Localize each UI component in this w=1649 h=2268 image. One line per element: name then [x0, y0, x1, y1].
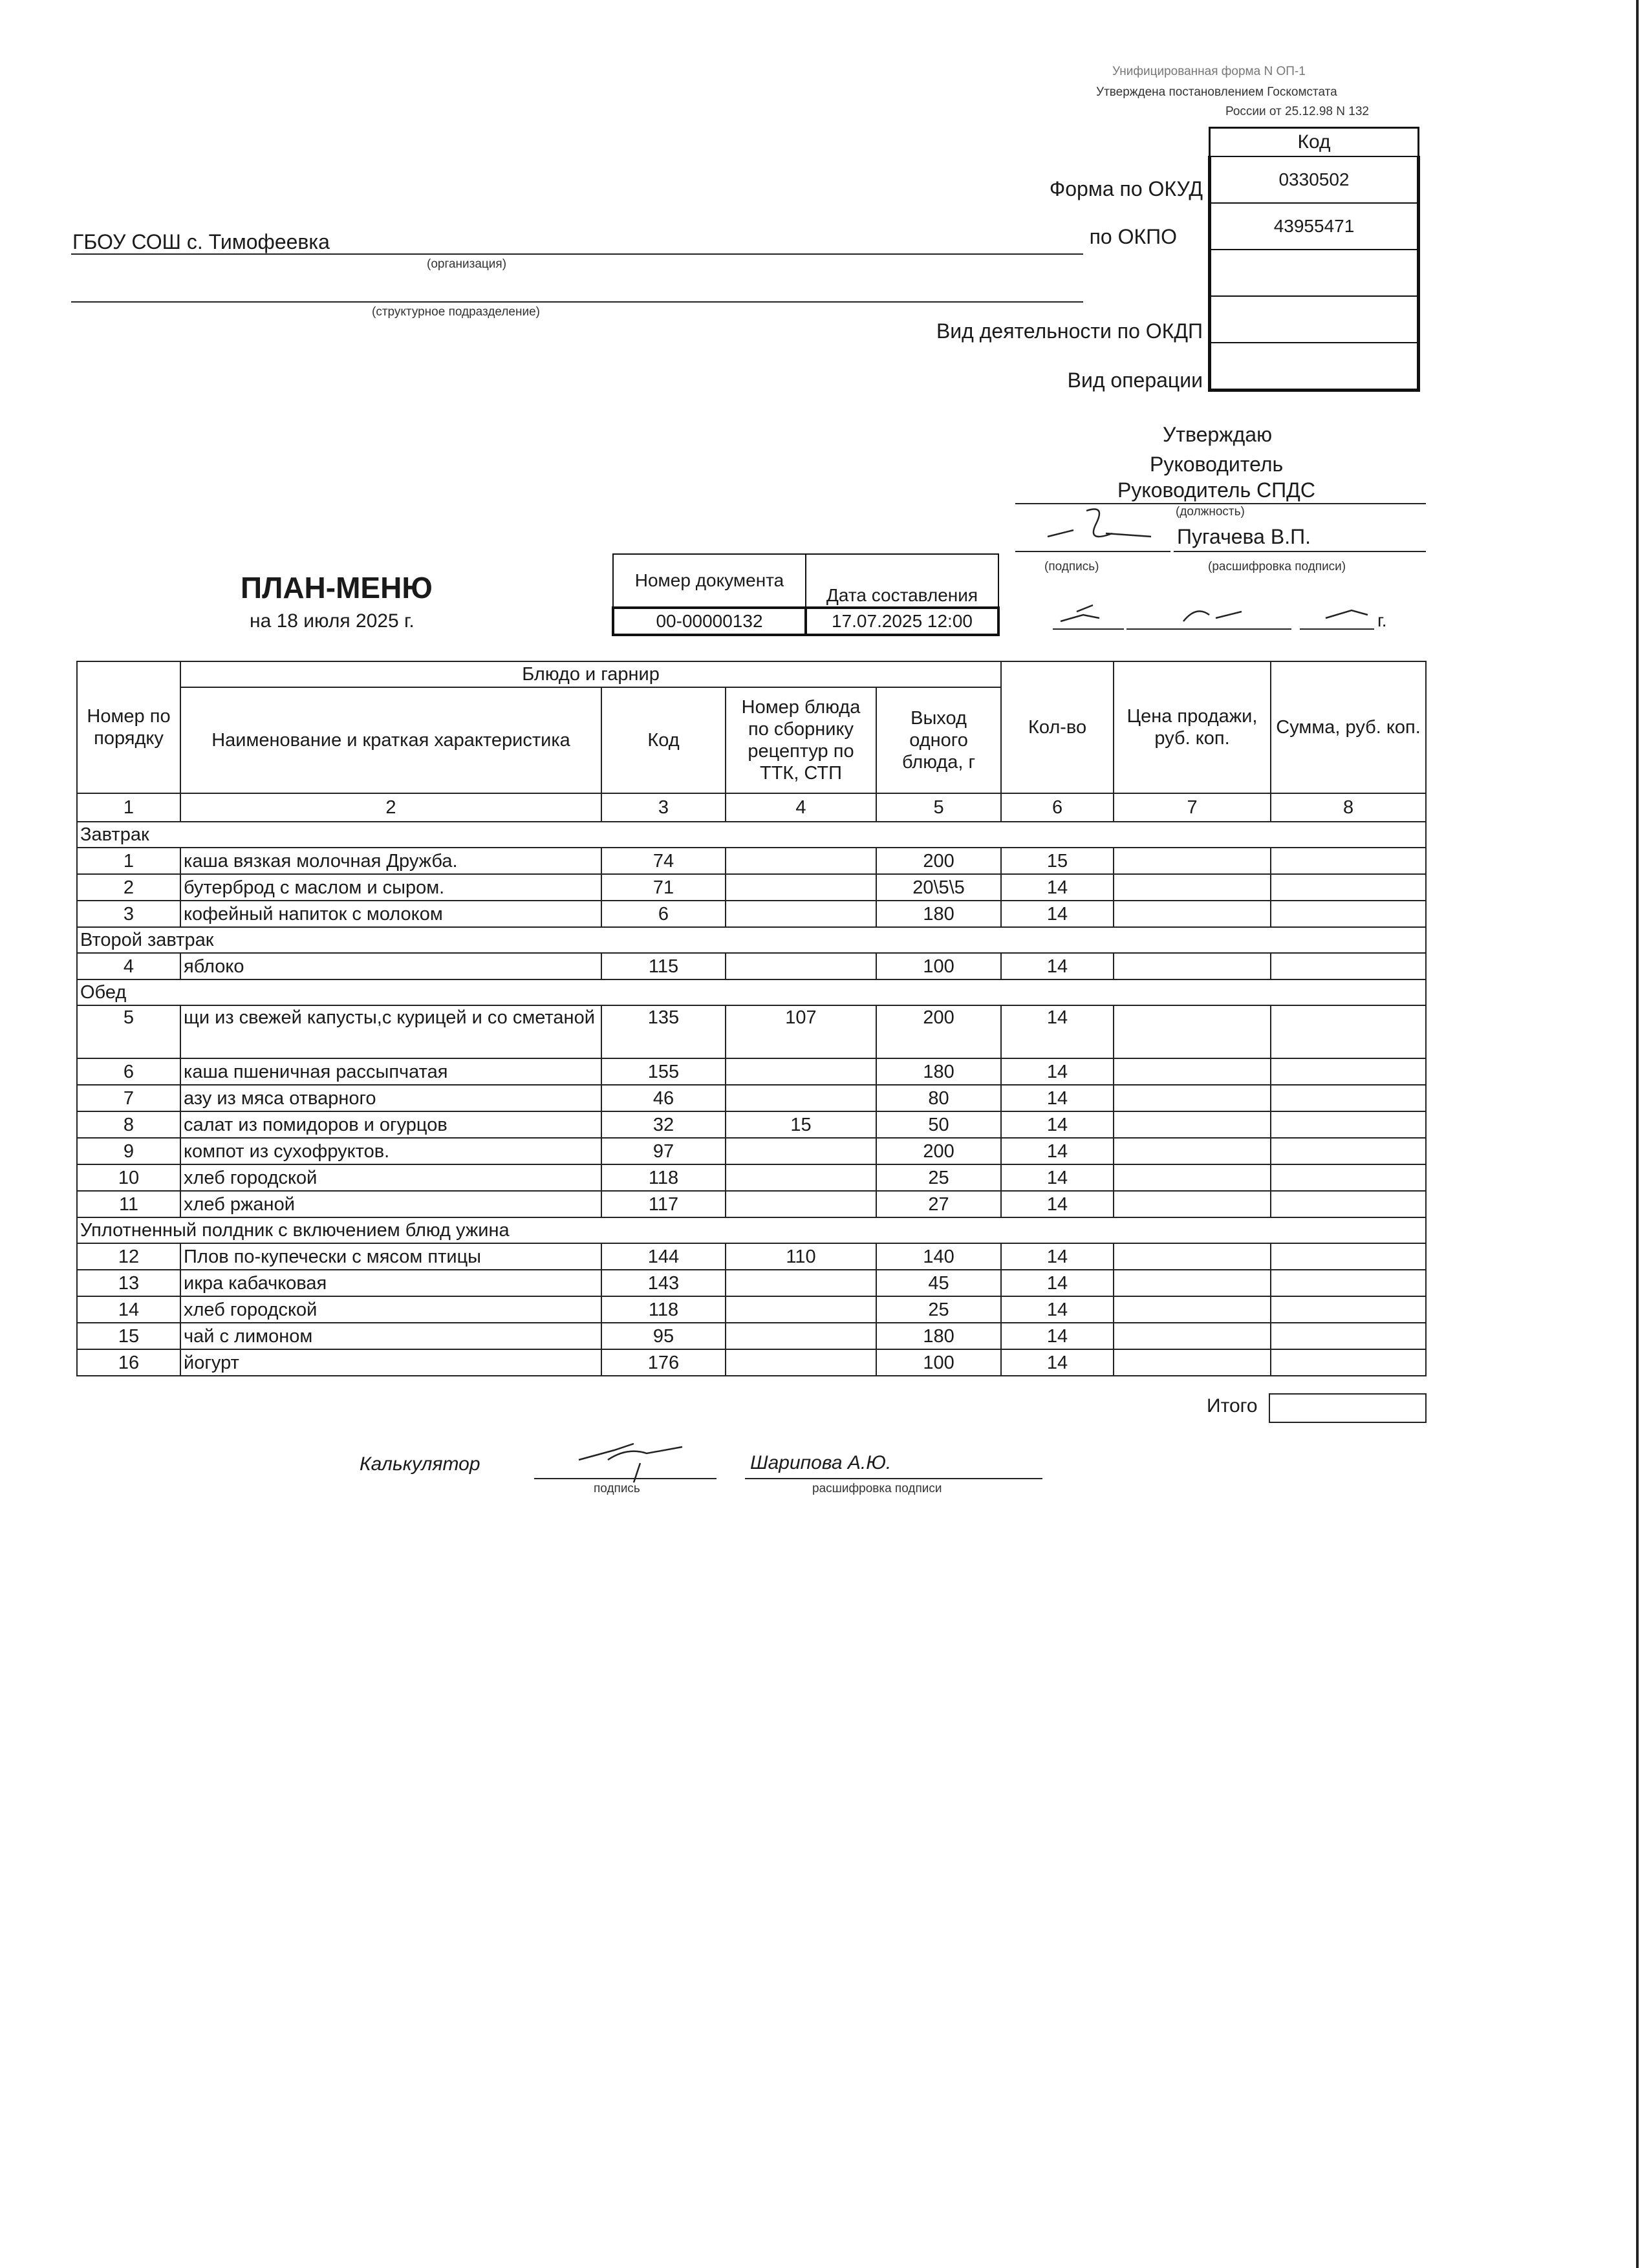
dish-name: кофейный напиток с молоком	[180, 901, 601, 927]
dish-price	[1114, 1164, 1271, 1191]
recipe-number	[726, 1164, 876, 1191]
dish-name: яблоко	[180, 953, 601, 979]
dish-sum	[1271, 1164, 1426, 1191]
dish-yield: 100	[876, 1349, 1001, 1376]
legal-line-1: Унифицированная форма N ОП-1	[1112, 65, 1306, 78]
okpo-label: по ОКПО	[1089, 225, 1177, 248]
dish-price	[1114, 1296, 1271, 1323]
row-number: 11	[77, 1191, 180, 1217]
table-row	[77, 901, 1426, 927]
table-row	[77, 874, 1426, 901]
dish-sum	[1271, 1005, 1426, 1058]
recipe-number	[726, 1349, 876, 1376]
column-number: 6	[1001, 793, 1114, 822]
dish-sum	[1271, 1191, 1426, 1217]
dish-quantity: 14	[1001, 874, 1114, 901]
recipe-number	[726, 1138, 876, 1164]
row-number: 12	[77, 1243, 180, 1270]
recipe-number	[726, 874, 876, 901]
dish-quantity: 14	[1001, 1085, 1114, 1111]
recipe-number: 15	[726, 1111, 876, 1138]
dish-sum	[1271, 1349, 1426, 1376]
dish-name: азу из мяса отварного	[180, 1085, 601, 1111]
dish-sum	[1271, 1243, 1426, 1270]
section-row	[77, 822, 1426, 848]
dish-price	[1114, 1111, 1271, 1138]
document-number: 00-00000132	[613, 608, 806, 635]
recipe-number	[726, 1296, 876, 1323]
document-number-label: Номер документа	[613, 554, 806, 608]
dish-name: хлеб городской	[180, 1164, 601, 1191]
document-date: 17.07.2025 12:00	[806, 608, 998, 635]
table-row	[77, 953, 1426, 979]
page-title: ПЛАН-МЕНЮ	[241, 571, 433, 604]
table-row	[77, 1191, 1426, 1217]
table-row	[77, 1243, 1426, 1270]
table-row	[77, 848, 1426, 874]
codes-table	[1208, 127, 1420, 392]
dish-code: 32	[601, 1111, 726, 1138]
dish-sum	[1271, 1085, 1426, 1111]
dish-yield: 80	[876, 1085, 1001, 1111]
dish-name: Плов по-купечески с мясом птицы	[180, 1243, 601, 1270]
dish-code: 46	[601, 1085, 726, 1111]
dish-quantity: 14	[1001, 1191, 1114, 1217]
row-number: 4	[77, 953, 180, 979]
dish-yield: 180	[876, 1058, 1001, 1085]
dish-yield: 140	[876, 1243, 1001, 1270]
document-date-label: Дата составления	[806, 554, 998, 608]
header-dish-group: Блюдо и гарнир	[180, 661, 1001, 687]
menu-date: на 18 июля 2025 г.	[250, 610, 415, 632]
recipe-number	[726, 1270, 876, 1296]
dish-sum	[1271, 874, 1426, 901]
dish-yield: 200	[876, 1138, 1001, 1164]
table-row	[77, 1270, 1426, 1296]
table-row	[77, 1005, 1426, 1058]
header-num: Номер по порядку	[77, 661, 180, 793]
approval-name: Пугачева В.П.	[1177, 525, 1311, 548]
dish-yield: 25	[876, 1164, 1001, 1191]
dish-code: 6	[601, 901, 726, 927]
total-label: Итого	[1207, 1395, 1258, 1417]
approval-position: Руководитель СПДС	[1117, 478, 1315, 502]
column-number: 8	[1271, 793, 1426, 822]
recipe-number	[726, 848, 876, 874]
dish-quantity: 14	[1001, 1349, 1114, 1376]
section-title: Второй завтрак	[77, 927, 1426, 953]
section-row	[77, 979, 1426, 1005]
dish-price	[1114, 1270, 1271, 1296]
table-row	[77, 1085, 1426, 1111]
dish-yield: 25	[876, 1296, 1001, 1323]
operation-value	[1210, 343, 1419, 390]
row-number: 13	[77, 1270, 180, 1296]
row-number: 6	[77, 1058, 180, 1085]
header-yield: Выход одного блюда, г	[876, 687, 1001, 793]
dish-name: хлеб городской	[180, 1296, 601, 1323]
footer-name: Шарипова А.Ю.	[750, 1452, 892, 1473]
legal-line-2: Утверждена постановлением Госкомстата	[1096, 85, 1337, 99]
dish-quantity: 14	[1001, 1296, 1114, 1323]
row-number: 5	[77, 1005, 180, 1058]
dish-price	[1114, 848, 1271, 874]
table-row	[77, 1296, 1426, 1323]
dish-price	[1114, 1323, 1271, 1349]
dish-sum	[1271, 848, 1426, 874]
recipe-number	[726, 901, 876, 927]
approval-name-caption: (расшифровка подписи)	[1208, 560, 1346, 573]
dish-sum	[1271, 1323, 1426, 1349]
dish-code: 95	[601, 1323, 726, 1349]
dish-sum	[1271, 1296, 1426, 1323]
organization-name: ГБОУ СОШ с. Тимофеевка	[72, 230, 330, 253]
dish-name: каша вязкая молочная Дружба.	[180, 848, 601, 874]
dish-code: 144	[601, 1243, 726, 1270]
footer-role: Калькулятор	[360, 1453, 480, 1475]
column-number: 4	[726, 793, 876, 822]
dish-price	[1114, 901, 1271, 927]
approval-signature-icon	[1035, 498, 1158, 550]
subdivision-line	[71, 301, 1083, 303]
signature-line	[1015, 551, 1170, 552]
recipe-number	[726, 953, 876, 979]
dish-yield: 180	[876, 1323, 1001, 1349]
row-number: 10	[77, 1164, 180, 1191]
dish-code: 143	[601, 1270, 726, 1296]
dish-yield: 200	[876, 848, 1001, 874]
okud-value: 0330502	[1210, 156, 1419, 203]
date-suffix: г.	[1377, 610, 1387, 630]
dish-price	[1114, 874, 1271, 901]
header-code: Код	[601, 687, 726, 793]
dish-name: компот из сухофруктов.	[180, 1138, 601, 1164]
dish-yield: 200	[876, 1005, 1001, 1058]
empty-code-cell	[1210, 250, 1419, 296]
row-number: 2	[77, 874, 180, 901]
recipe-number	[726, 1191, 876, 1217]
dish-quantity: 14	[1001, 1005, 1114, 1058]
dish-yield: 45	[876, 1270, 1001, 1296]
dish-price	[1114, 1138, 1271, 1164]
section-title: Уплотненный полдник с включением блюд ужина	[77, 1217, 1426, 1243]
menu-table	[76, 661, 1427, 1376]
header-name: Наименование и краткая характеристика	[180, 687, 601, 793]
dish-name: икра кабачковая	[180, 1270, 601, 1296]
dish-price	[1114, 1243, 1271, 1270]
dish-code: 117	[601, 1191, 726, 1217]
table-row	[77, 1323, 1426, 1349]
dish-code: 135	[601, 1005, 726, 1058]
codes-header: Код	[1210, 128, 1419, 157]
okpo-value: 43955471	[1210, 203, 1419, 250]
section-row	[77, 1217, 1426, 1243]
approval-name-line	[1174, 551, 1426, 552]
table-row	[77, 1164, 1426, 1191]
organization-caption: (организация)	[427, 257, 507, 271]
dish-sum	[1271, 1270, 1426, 1296]
dish-quantity: 14	[1001, 953, 1114, 979]
dish-price	[1114, 1005, 1271, 1058]
approval-line-1: Утверждаю	[1163, 423, 1273, 446]
recipe-number: 110	[726, 1243, 876, 1270]
dish-yield: 180	[876, 901, 1001, 927]
header-price: Цена продажи, руб. коп.	[1114, 661, 1271, 793]
footer-signature-caption: подпись	[594, 1482, 640, 1495]
dish-price	[1114, 1191, 1271, 1217]
table-row	[77, 1138, 1426, 1164]
dish-price	[1114, 1085, 1271, 1111]
dish-yield: 100	[876, 953, 1001, 979]
row-number: 16	[77, 1349, 180, 1376]
row-number: 3	[77, 901, 180, 927]
header-qty: Кол-во	[1001, 661, 1114, 793]
row-number: 8	[77, 1111, 180, 1138]
dish-code: 97	[601, 1138, 726, 1164]
footer-name-caption: расшифровка подписи	[812, 1482, 942, 1495]
dish-sum	[1271, 953, 1426, 979]
section-title: Завтрак	[77, 822, 1426, 848]
dish-code: 74	[601, 848, 726, 874]
document-info-table	[612, 553, 1000, 636]
table-row	[77, 1058, 1426, 1085]
header-sum: Сумма, руб. коп.	[1271, 661, 1426, 793]
column-numbers-row	[77, 793, 1426, 822]
column-number: 7	[1114, 793, 1271, 822]
recipe-number	[726, 1058, 876, 1085]
signature-caption: (подпись)	[1044, 560, 1099, 573]
dish-sum	[1271, 1058, 1426, 1085]
approval-line-2: Руководитель	[1150, 453, 1284, 476]
dish-code: 118	[601, 1164, 726, 1191]
organization-line	[71, 253, 1083, 255]
dish-price	[1114, 1058, 1271, 1085]
dish-code: 118	[601, 1296, 726, 1323]
dish-name: йогурт	[180, 1349, 601, 1376]
section-title: Обед	[77, 979, 1426, 1005]
row-number: 14	[77, 1296, 180, 1323]
dish-name: хлеб ржаной	[180, 1191, 601, 1217]
dish-sum	[1271, 1138, 1426, 1164]
row-number: 7	[77, 1085, 180, 1111]
row-number: 1	[77, 848, 180, 874]
column-number: 3	[601, 793, 726, 822]
header-recipe: Номер блюда по сборнику рецептур по ТТК, СТП	[726, 687, 876, 793]
column-number: 1	[77, 793, 180, 822]
dish-price	[1114, 953, 1271, 979]
operation-label: Вид операции	[1067, 369, 1203, 392]
okdp-value	[1210, 296, 1419, 343]
dish-quantity: 14	[1001, 1111, 1114, 1138]
okdp-label: Вид деятельности по ОКДП	[936, 319, 1203, 343]
dish-code: 71	[601, 874, 726, 901]
dish-name: каша пшеничная рассыпчатая	[180, 1058, 601, 1085]
dish-code: 176	[601, 1349, 726, 1376]
total-value	[1269, 1393, 1427, 1423]
dish-quantity: 14	[1001, 1243, 1114, 1270]
dish-quantity: 14	[1001, 1164, 1114, 1191]
recipe-number	[726, 1323, 876, 1349]
dish-yield: 20\5\5	[876, 874, 1001, 901]
row-number: 9	[77, 1138, 180, 1164]
approval-date-handwriting-icon	[1048, 592, 1384, 631]
dish-quantity: 14	[1001, 901, 1114, 927]
scan-edge-line	[1636, 0, 1639, 2268]
dish-yield: 50	[876, 1111, 1001, 1138]
table-row	[77, 1111, 1426, 1138]
dish-code: 155	[601, 1058, 726, 1085]
menu-table-body	[77, 793, 1426, 1376]
dish-sum	[1271, 901, 1426, 927]
dish-quantity: 14	[1001, 1138, 1114, 1164]
dish-quantity: 14	[1001, 1058, 1114, 1085]
dish-quantity: 14	[1001, 1270, 1114, 1296]
footer-name-line	[745, 1478, 1042, 1479]
dish-sum	[1271, 1111, 1426, 1138]
table-row	[77, 1349, 1426, 1376]
section-row	[77, 927, 1426, 953]
recipe-number	[726, 1085, 876, 1111]
dish-price	[1114, 1349, 1271, 1376]
column-number: 5	[876, 793, 1001, 822]
dish-name: бутерброд с маслом и сыром.	[180, 874, 601, 901]
subdivision-caption: (структурное подразделение)	[372, 305, 540, 319]
dish-quantity: 15	[1001, 848, 1114, 874]
legal-line-3: России от 25.12.98 N 132	[1225, 105, 1369, 118]
dish-name: салат из помидоров и огурцов	[180, 1111, 601, 1138]
recipe-number: 107	[726, 1005, 876, 1058]
dish-name: чай с лимоном	[180, 1323, 601, 1349]
row-number: 15	[77, 1323, 180, 1349]
position-caption: (должность)	[1176, 505, 1245, 519]
dish-name: щи из свежей капусты,с курицей и со сметаной	[180, 1005, 601, 1058]
dish-quantity: 14	[1001, 1323, 1114, 1349]
footer-signature-line	[534, 1478, 717, 1479]
dish-yield: 27	[876, 1191, 1001, 1217]
column-number: 2	[180, 793, 601, 822]
dish-code: 115	[601, 953, 726, 979]
okud-label: Форма по ОКУД	[1049, 177, 1203, 200]
